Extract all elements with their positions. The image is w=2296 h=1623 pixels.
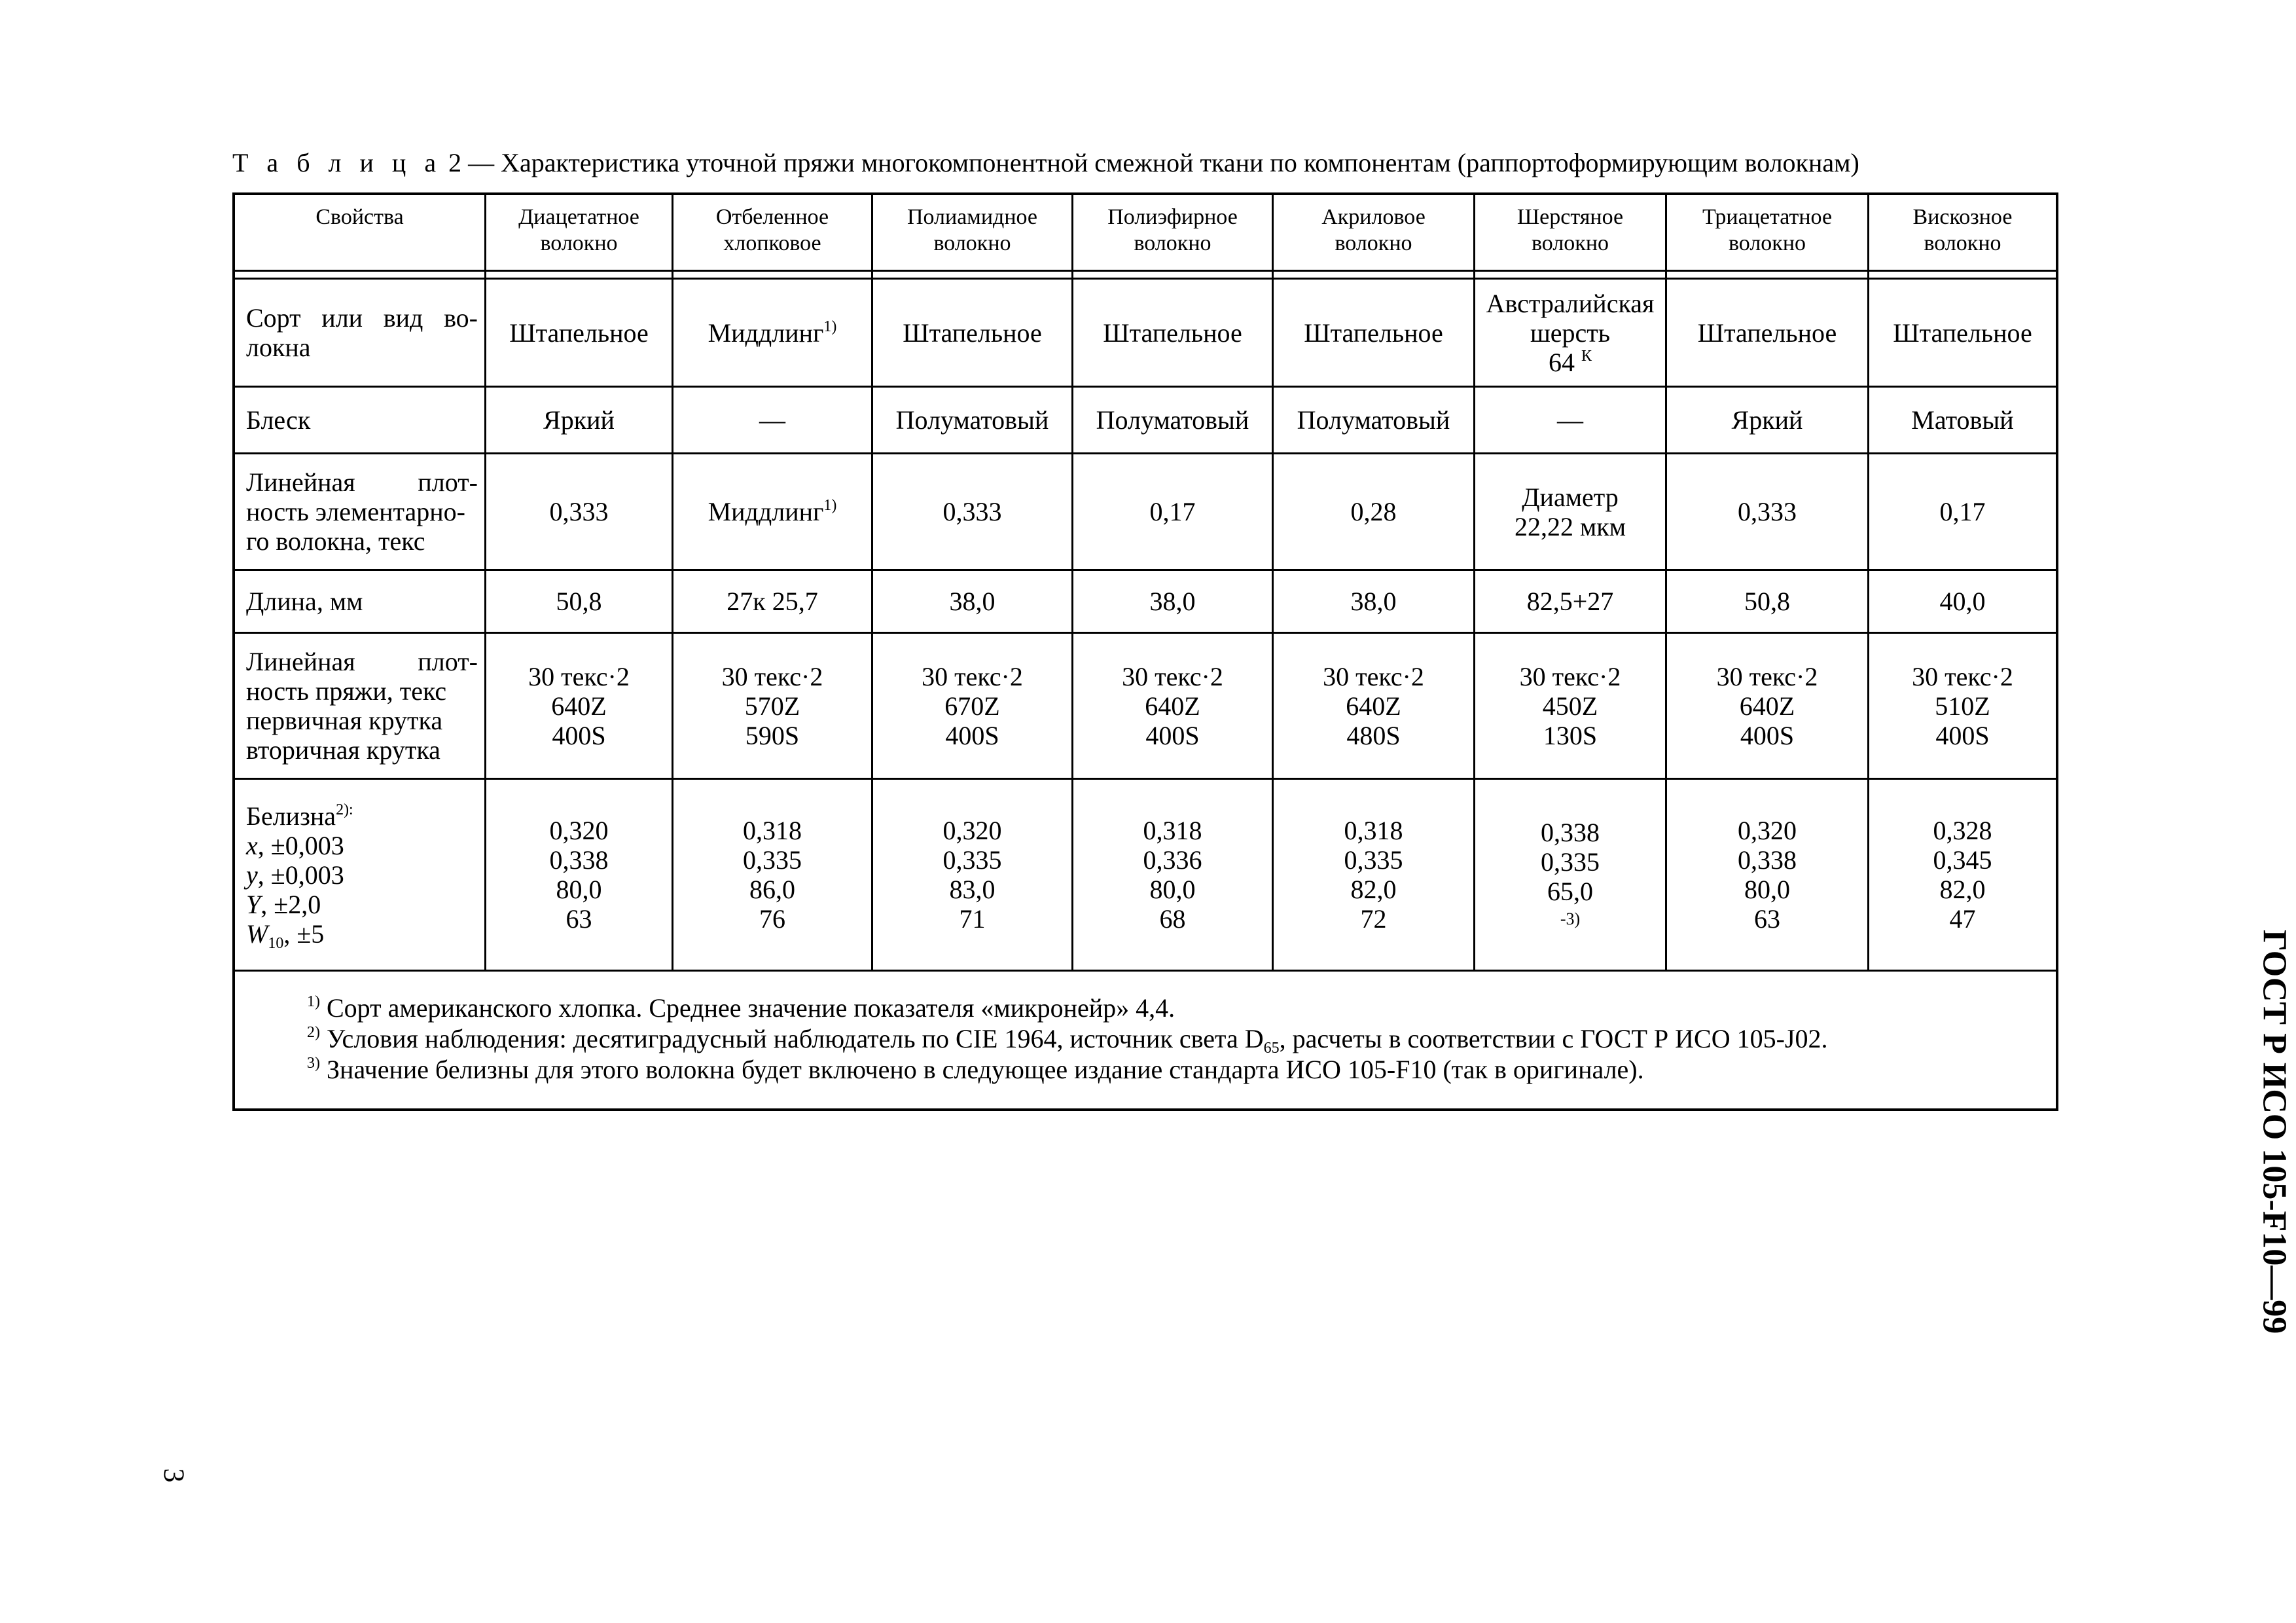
footnote-ref: 2): — [336, 801, 353, 818]
footnote-2: $^{2)}$ Условия наблюдения: десятиградусный наблюдатель по CIE 1964, источник света $D_{65}$, расчеты в соответствии с ГОСТ Р ИСО 105-J02. — [307, 1024, 1828, 1057]
header-separator — [1073, 272, 1274, 280]
cell-whiteness-6 — [1475, 780, 1667, 972]
header-text: Полиамидное — [906, 205, 1038, 229]
cell-value: Штапельное — [1893, 318, 2032, 348]
cell-yarn_density-3 — [873, 634, 1073, 780]
cell-length-4 — [1073, 571, 1274, 634]
header-text: Шерстяное — [1516, 205, 1624, 229]
cell-luster-3 — [873, 388, 1073, 454]
cell-value: Диаметр — [1522, 482, 1619, 512]
table-caption — [232, 147, 2065, 179]
cell-value: 50,8 — [1744, 587, 1790, 616]
row-label-line: ность элементарно- — [246, 497, 465, 526]
cell-value: Миддлинг$^{1)}$ — [708, 497, 837, 526]
cell-sort-4 — [1073, 280, 1274, 388]
header-text: волокно — [1335, 231, 1412, 255]
cell-value: 30 текс·2 — [1122, 661, 1223, 691]
cell-sort-7 — [1667, 280, 1869, 388]
cell-value: 82,0 — [1939, 875, 1986, 904]
row-label-line: го волокна, текс — [246, 526, 425, 556]
cell-luster-1 — [486, 388, 673, 454]
cell-value: Полуматовый — [895, 405, 1049, 435]
cell-value: 0,336 — [1143, 845, 1202, 875]
header-text: Полиэфирное — [1107, 205, 1238, 229]
header-text: Триацетатное — [1702, 205, 1833, 229]
cell-value: 50,8 — [556, 587, 602, 616]
cell-value: 400S — [945, 720, 999, 750]
row-label-line: Сорт или вид во- — [246, 303, 478, 333]
cell-value: 68 — [1159, 904, 1186, 934]
cell-value: 30 текс·2 — [1519, 661, 1621, 691]
cell-value: 130S — [1543, 720, 1598, 750]
cell-whiteness-4 — [1073, 780, 1274, 972]
whiteness-param: x, ±0,003 — [246, 830, 344, 860]
cell-value: 400S — [1145, 720, 1200, 750]
footnote-1: $^{1)}$ Сорт американского хлопка. Среднее значение показателя «микронейр» 4,4. — [307, 993, 1175, 1023]
header-text: Диацетатное — [518, 205, 639, 229]
row-label-length — [235, 571, 486, 634]
cell-length-8 — [1869, 571, 2056, 634]
cell-value: Полуматовый — [1297, 405, 1450, 435]
row-label-line: вторичная крутка — [246, 735, 440, 765]
cell-value: 0,338 — [549, 845, 609, 875]
cell-value: 0,335 — [1541, 847, 1600, 877]
cell-value: Штапельное — [903, 318, 1042, 348]
cell-value: 0,17 — [1149, 497, 1196, 526]
cell-value: 400S — [1740, 720, 1795, 750]
header-separator — [873, 272, 1073, 280]
cell-value: 0,335 — [743, 845, 802, 875]
cell-value: 0,318 — [1143, 816, 1202, 845]
row-label-line: локна — [246, 333, 311, 362]
cell-value: 450Z — [1542, 691, 1598, 721]
header-properties-label: Свойства — [315, 205, 404, 229]
header-fiber-8 — [1869, 195, 2056, 272]
cell-value: 27к 25,7 — [726, 587, 818, 616]
cell-value: 0,333 — [1738, 497, 1797, 526]
cell-value: 64 $^К$ — [1548, 347, 1592, 377]
cell-sort-1 — [486, 280, 673, 388]
row-label-whiteness — [235, 780, 486, 972]
cell-value: 30 текс·2 — [1912, 661, 2013, 691]
cell-value: 0,17 — [1939, 497, 1986, 526]
whiteness-param: y, ±0,003 — [246, 860, 344, 890]
cell-value: 0,335 — [1344, 845, 1403, 875]
cell-yarn_density-8 — [1869, 634, 2056, 780]
header-separator — [673, 272, 873, 280]
header-separator — [1869, 272, 2056, 280]
cell-value: 30 текс·2 — [1716, 661, 1818, 691]
cell-value: 640Z — [1739, 691, 1795, 721]
header-separator — [1274, 272, 1475, 280]
cell-value: 0,333 — [549, 497, 609, 526]
cell-value: 640Z — [1145, 691, 1200, 721]
cell-length-3 — [873, 571, 1073, 634]
header-text: Отбеленное — [715, 205, 829, 229]
cell-value: 80,0 — [556, 875, 602, 904]
header-separator — [1475, 272, 1667, 280]
cell-value: шерсть — [1530, 318, 1611, 348]
whiteness-title: Белизна$^{2):}$ — [246, 801, 353, 831]
row-label-line: Длина, мм — [246, 587, 363, 616]
cell-luster-8 — [1869, 388, 2056, 454]
cell-value: 0,338 — [1541, 817, 1600, 847]
header-fiber-7 — [1667, 195, 1869, 272]
document-code: ГОСТ Р ИСО 105-F10—99 — [2255, 930, 2293, 1334]
cell-value: 40,0 — [1939, 587, 1986, 616]
header-text: Акриловое — [1321, 205, 1426, 229]
cell-value: 0,320 — [549, 816, 609, 845]
cell-luster-2 — [673, 388, 873, 454]
header-text: волокно — [540, 231, 618, 255]
cell-sort-3 — [873, 280, 1073, 388]
header-text: волокно — [1924, 231, 2001, 255]
cell-value: Яркий — [1731, 405, 1803, 435]
cell-value: Австралийская — [1486, 288, 1655, 318]
cell-value: 30 текс·2 — [721, 661, 823, 691]
cell-value: 510Z — [1935, 691, 1990, 721]
cell-value: — — [1557, 405, 1583, 435]
cell-sort-6 — [1475, 280, 1667, 388]
header-separator — [235, 272, 486, 280]
header-text: волокно — [1134, 231, 1211, 255]
cell-fiber_density-4 — [1073, 454, 1274, 571]
cell-whiteness-8 — [1869, 780, 2056, 972]
cell-length-2 — [673, 571, 873, 634]
cell-value: 0,338 — [1738, 845, 1797, 875]
page-number: 3 — [158, 1468, 190, 1483]
cell-yarn_density-1 — [486, 634, 673, 780]
cell-yarn_density-4 — [1073, 634, 1274, 780]
cell-whiteness-7 — [1667, 780, 1869, 972]
cell-value: 0,318 — [1344, 816, 1403, 845]
cell-sort-8 — [1869, 280, 2056, 388]
row-label-yarn_density — [235, 634, 486, 780]
cell-fiber_density-6 — [1475, 454, 1667, 571]
cell-value: 640Z — [551, 691, 607, 721]
header-text: хлопковое — [723, 231, 821, 255]
cell-value: 640Z — [1346, 691, 1401, 721]
header-fiber-3 — [873, 195, 1073, 272]
footnote-3: $^{3)}$ Значение белизны для этого волокна будет включено в следующее издание стандарта ИСО 105-F10 (так в оригинале). — [307, 1055, 1644, 1084]
cell-value: 82,0 — [1350, 875, 1397, 904]
cell-value: 80,0 — [1149, 875, 1196, 904]
header-fiber-1 — [486, 195, 673, 272]
cell-value: 590S — [745, 720, 800, 750]
cell-value: Штапельное — [1103, 318, 1242, 348]
cell-value: 76 — [759, 904, 785, 934]
header-separator — [1667, 272, 1869, 280]
cell-value: 400S — [1935, 720, 1990, 750]
cell-fiber_density-1 — [486, 454, 673, 571]
cell-value: 86,0 — [749, 875, 795, 904]
row-label-line: Блеск — [246, 405, 311, 435]
cell-length-7 — [1667, 571, 1869, 634]
header-text: волокно — [1728, 231, 1806, 255]
row-label-fiber_density — [235, 454, 486, 571]
cell-sort-2 — [673, 280, 873, 388]
cell-fiber_density-7 — [1667, 454, 1869, 571]
cell-value: 63 — [565, 904, 592, 934]
footnote-ref: 1) — [823, 497, 837, 514]
cell-value: 83,0 — [949, 875, 996, 904]
cell-value: — — [759, 405, 785, 435]
header-fiber-6 — [1475, 195, 1667, 272]
row-label-sort — [235, 280, 486, 388]
footnote-ref: К — [1581, 347, 1592, 365]
cell-yarn_density-6 — [1475, 634, 1667, 780]
header-text: волокно — [933, 231, 1011, 255]
header-text: волокно — [1531, 231, 1609, 255]
cell-whiteness-3 — [873, 780, 1073, 972]
cell-fiber_density-5 — [1274, 454, 1475, 571]
whiteness-param: $W_{10}$, ±5 — [246, 919, 325, 952]
cell-length-5 — [1274, 571, 1475, 634]
cell-value: 30 текс·2 — [528, 661, 630, 691]
cell-value: 0,333 — [942, 497, 1002, 526]
cell-fiber_density-2 — [673, 454, 873, 571]
cell-value: 570Z — [744, 691, 800, 721]
cell-luster-5 — [1274, 388, 1475, 454]
cell-sort-5 — [1274, 280, 1475, 388]
header-properties — [235, 195, 486, 272]
row-label-luster — [235, 388, 486, 454]
cell-value: 0,335 — [942, 845, 1002, 875]
cell-value: 0,28 — [1350, 497, 1397, 526]
cell-value: 670Z — [944, 691, 1000, 721]
cell-yarn_density-5 — [1274, 634, 1475, 780]
cell-whiteness-5 — [1274, 780, 1475, 972]
caption-label: Т а б л и ц а — [232, 148, 442, 177]
cell-value: Матовый — [1911, 405, 2014, 435]
cell-length-1 — [486, 571, 673, 634]
cell-value: 0,320 — [1738, 816, 1797, 845]
cell-luster-6 — [1475, 388, 1667, 454]
cell-value: 38,0 — [1350, 587, 1397, 616]
characteristics-table — [232, 192, 2058, 1111]
cell-value: 480S — [1346, 720, 1401, 750]
cell-value: -3) — [1560, 909, 1581, 928]
cell-value: 30 текс·2 — [1323, 661, 1424, 691]
cell-yarn_density-2 — [673, 634, 873, 780]
cell-value: 47 — [1949, 904, 1976, 934]
cell-value: 0,328 — [1933, 816, 1992, 845]
cell-fiber_density-3 — [873, 454, 1073, 571]
cell-value: Яркий — [543, 405, 615, 435]
cell-value: Штапельное — [1697, 318, 1837, 348]
cell-value: 0,318 — [743, 816, 802, 845]
cell-value: 80,0 — [1744, 875, 1790, 904]
row-label-line: Линейная плот- — [246, 647, 478, 676]
row-label-line: ность пряжи, текс — [246, 676, 447, 706]
cell-value: 82,5+27 — [1526, 587, 1614, 616]
cell-value: 38,0 — [1149, 587, 1196, 616]
footnote-ref: 1) — [823, 318, 837, 335]
row-label-line: первичная крутка — [246, 706, 443, 735]
table-footnotes — [235, 972, 2056, 1085]
header-fiber-5 — [1274, 195, 1475, 272]
header-fiber-4 — [1073, 195, 1274, 272]
cell-fiber_density-8 — [1869, 454, 2056, 571]
caption-text: 2 — Характеристика уточной пряжи многокомпонентной смежной ткани по компонентам (раппортоформирующим волокнам) — [448, 148, 1859, 177]
header-fiber-2 — [673, 195, 873, 272]
cell-value: Миддлинг$^{1)}$ — [708, 318, 837, 348]
cell-value: 22,22 мкм — [1514, 511, 1626, 541]
cell-value: Штапельное — [1304, 318, 1443, 348]
cell-luster-4 — [1073, 388, 1274, 454]
header-separator — [486, 272, 673, 280]
cell-value: Штапельное — [509, 318, 649, 348]
cell-luster-7 — [1667, 388, 1869, 454]
cell-value: 71 — [959, 904, 986, 934]
row-label-line: Линейная плот- — [246, 467, 478, 497]
cell-value: 0,320 — [942, 816, 1002, 845]
cell-value: 30 текс·2 — [922, 661, 1023, 691]
cell-length-6 — [1475, 571, 1667, 634]
cell-value: 63 — [1754, 904, 1780, 934]
cell-whiteness-1 — [486, 780, 673, 972]
cell-value: 400S — [552, 720, 606, 750]
cell-value: 38,0 — [949, 587, 996, 616]
cell-whiteness-2 — [673, 780, 873, 972]
cell-value: Полуматовый — [1096, 405, 1249, 435]
header-text: Вискозное — [1912, 205, 2013, 229]
cell-value: 72 — [1360, 904, 1387, 934]
cell-yarn_density-7 — [1667, 634, 1869, 780]
whiteness-param: Y, ±2,0 — [246, 889, 321, 919]
cell-value: 0,345 — [1933, 845, 1992, 875]
cell-value: 65,0 — [1547, 876, 1593, 906]
